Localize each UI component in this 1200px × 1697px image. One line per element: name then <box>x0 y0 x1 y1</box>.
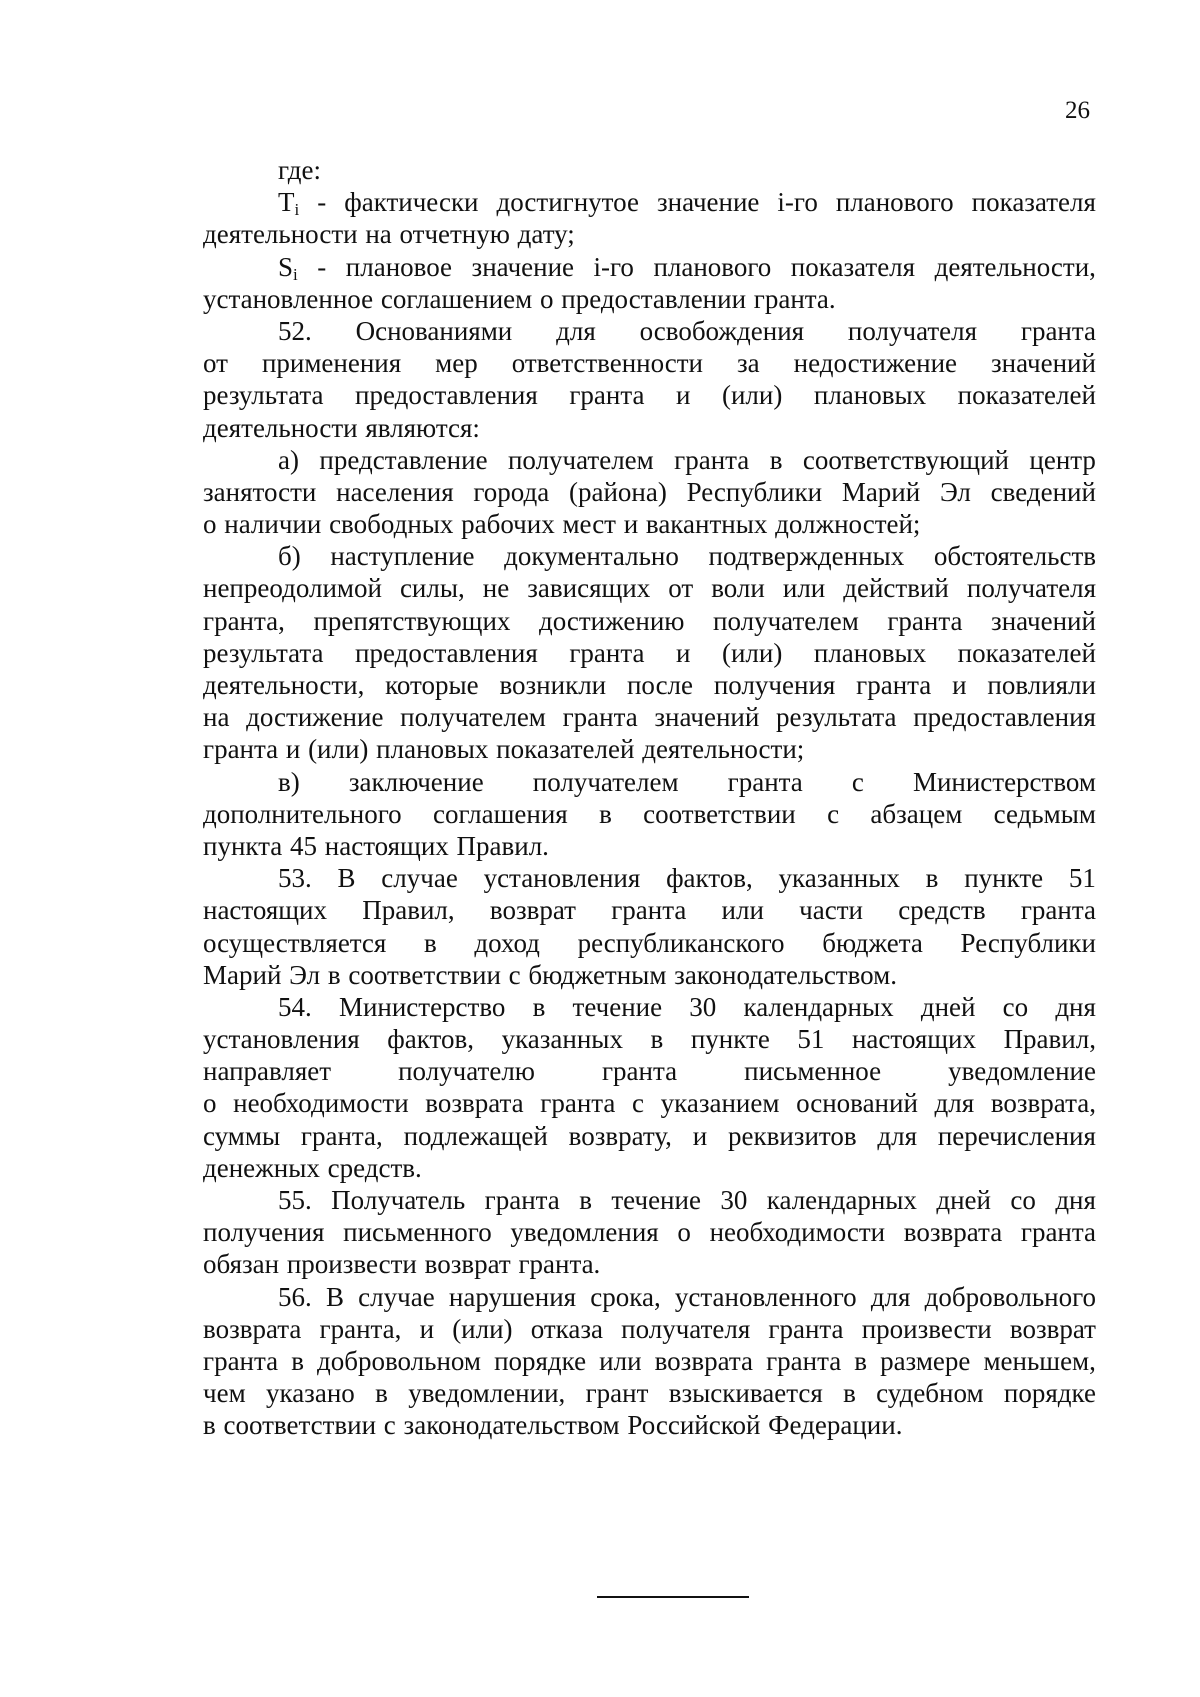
text-line: от применения мер ответственности за недостижение значений <box>203 348 1096 379</box>
text-line: где: <box>278 155 321 185</box>
text-line: в соответствии с законодательством Российской Федерации. <box>203 1410 903 1441</box>
text-line: дополнительного соглашения в соответствии с абзацем седьмым <box>203 798 1096 829</box>
text-line: деятельности, которые возникли после получения гранта и повлияли <box>203 670 1096 700</box>
text-line: Марий Эл в соответствии с бюджетным законодательством. <box>203 959 897 990</box>
text-line: установления фактов, указанных в пункте 51 настоящих Правил, <box>203 1024 1096 1055</box>
paragraph-p52c <box>203 766 1096 863</box>
paragraph-p54 <box>203 991 1096 1184</box>
text-line: а) представление получателем гранта в соответствующий центр <box>278 444 1096 475</box>
text-line: пункта 45 настоящих Правил. <box>203 830 549 861</box>
paragraph-si <box>203 251 1096 315</box>
text-line: о необходимости возврата гранта с указанием оснований для возврата, <box>203 1088 1096 1119</box>
paragraph-where <box>203 154 1096 186</box>
paragraph-p55 <box>203 1184 1096 1281</box>
document-body <box>203 154 1096 1442</box>
text-line: установленное соглашением о предоставлении гранта. <box>203 283 836 314</box>
text-line: о наличии свободных рабочих мест и вакантных должностей; <box>203 509 921 540</box>
text-line: непреодолимой силы, не зависящих от воли или действий получателя <box>203 573 1096 604</box>
text-line: б) наступление документально подтвержденных обстоятельств <box>278 541 1096 572</box>
paragraph-p56 <box>203 1281 1096 1442</box>
paragraph-ti <box>203 186 1096 250</box>
text-line: гранта и (или) плановых показателей деятельности; <box>203 734 805 765</box>
text-line: осуществляется в доход республиканского бюджета Республики <box>203 927 1096 958</box>
text-line: занятости населения города (района) Республики Марий Эл сведений <box>203 476 1096 507</box>
text-line: $T_i$ - фактически достигнутое значение i-го планового показателя <box>278 187 1096 220</box>
text-line: направляет получателю гранта письменное уведомление <box>203 1056 1096 1087</box>
end-divider <box>597 1596 749 1598</box>
text-line: настоящих Правил, возврат гранта или части средств гранта <box>203 895 1096 926</box>
text-line: $S_i$ - плановое значение i-го планового показателя деятельности, <box>278 251 1096 284</box>
text-line: получения письменного уведомления о необходимости возврата гранта <box>203 1217 1096 1248</box>
text-line: обязан произвести возврат гранта. <box>203 1249 601 1280</box>
text-line: результата предоставления гранта и (или) плановых показателей <box>203 380 1096 411</box>
page-number: 26 <box>1065 97 1090 124</box>
text-line: возврата гранта, и (или) отказа получателя гранта произвести возврат <box>203 1313 1096 1344</box>
text-line: гранта в добровольном порядке или возврата гранта в размере меньшем, <box>203 1345 1096 1376</box>
paragraph-p52a <box>203 444 1096 541</box>
paragraph-p52b <box>203 540 1096 765</box>
text-line: результата предоставления гранта и (или) плановых показателей <box>203 637 1096 668</box>
text-line: чем указано в уведомлении, грант взыскивается в судебном порядке <box>203 1378 1096 1409</box>
paragraph-p52 <box>203 315 1096 444</box>
text-line: 56. В случае нарушения срока, установленного для добровольного <box>278 1281 1096 1312</box>
text-line: деятельности на отчетную дату; <box>203 219 575 250</box>
text-line: на достижение получателем гранта значений результата предоставления <box>203 702 1096 733</box>
paragraph-p53 <box>203 862 1096 991</box>
text-line: деятельности являются: <box>203 412 480 443</box>
text-line: 55. Получатель гранта в течение 30 календарных дней со дня <box>278 1185 1096 1215</box>
text-line: 52. Основаниями для освобождения получателя гранта <box>278 315 1096 346</box>
text-line: 53. В случае установления фактов, указанных в пункте 51 <box>278 863 1096 894</box>
text-line: суммы гранта, подлежащей возврату, и реквизитов для перечисления <box>203 1120 1096 1151</box>
text-line: в) заключение получателем гранта с Министерством <box>278 766 1096 797</box>
text-line: денежных средств. <box>203 1152 422 1183</box>
text-line: гранта, препятствующих достижению получателем гранта значений <box>203 605 1096 636</box>
text-line: 54. Министерство в течение 30 календарных дней со дня <box>278 991 1096 1022</box>
